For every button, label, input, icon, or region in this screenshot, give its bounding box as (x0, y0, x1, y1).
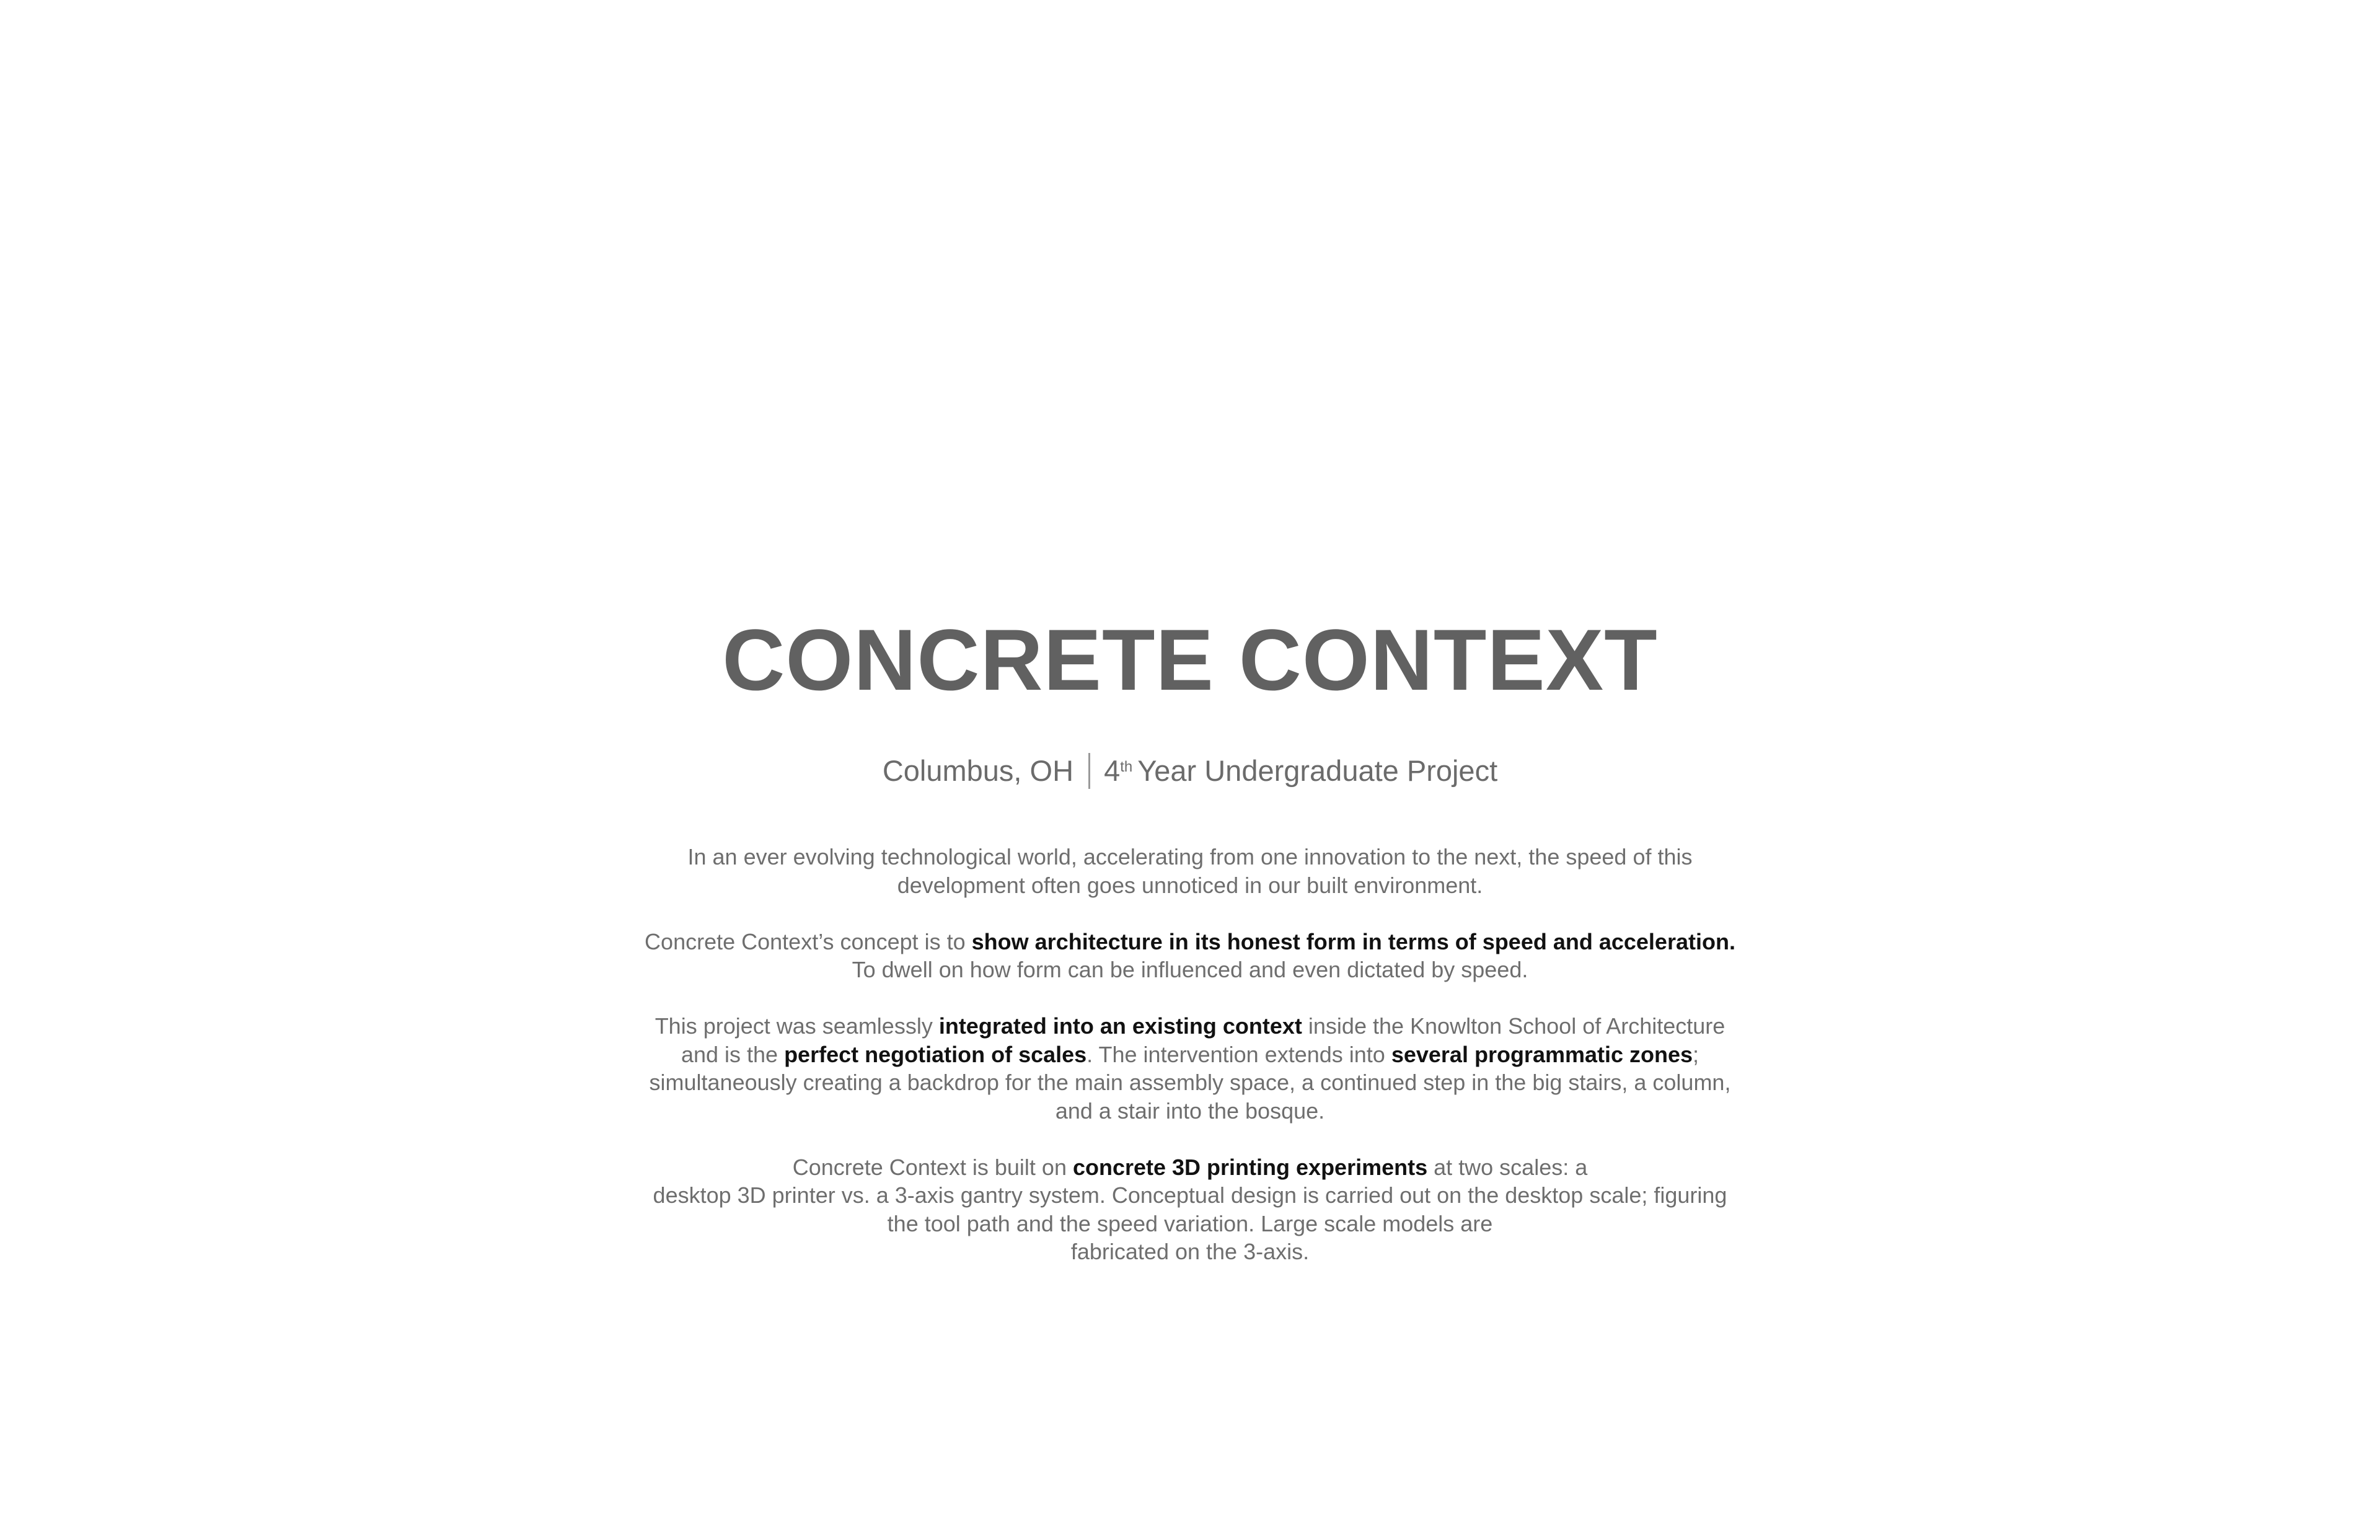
subtitle-divider (1088, 753, 1090, 789)
emphasis-text: integrated into an existing context (938, 1013, 1302, 1039)
emphasis-text: concrete 3D printing experiments (1072, 1154, 1428, 1180)
text-run: and is the (681, 1041, 785, 1067)
text-run: at two scales: a (1427, 1154, 1588, 1180)
emphasis-text: show architecture in its honest form in terms of speed and acceleration. (971, 928, 1735, 954)
text-run: ; (1693, 1041, 1699, 1067)
emphasis-text: perfect negotiation of scales (784, 1041, 1087, 1067)
text-run: Concrete Context is built on (792, 1154, 1073, 1180)
text-run: Concrete Context’s concept is to (645, 928, 972, 954)
description-paragraph-1 (0, 843, 2380, 899)
project-type-text: Year Undergraduate Project (1137, 754, 1498, 787)
text-run: This project was seamlessly (654, 1013, 939, 1039)
text-run: . The intervention extends into (1086, 1041, 1391, 1067)
paragraph-line: In an ever evolving technological world, accelerating from one innovation to the next, the speed of this (687, 844, 1693, 869)
paragraph-line: fabricated on the 3-axis. (1070, 1239, 1310, 1264)
paragraph-line (0, 1153, 2380, 1182)
paragraph-line (0, 1041, 2380, 1069)
year-suffix: th (1120, 759, 1133, 775)
paragraph-line (0, 1012, 2380, 1041)
description-paragraph-3 (0, 1012, 2380, 1125)
emphasis-text: several programmatic zones (1391, 1041, 1693, 1067)
project-title: CONCRETE CONTEXT (722, 611, 1658, 708)
paragraph-line: To dwell on how form can be influenced and even dictated by speed. (852, 957, 1528, 982)
paragraph-line (0, 928, 2380, 956)
paragraph-line: development often goes unnoticed in our built environment. (897, 872, 1483, 898)
location-text: Columbus, OH (882, 754, 1074, 787)
project-description (0, 843, 2380, 1294)
paragraph-line: simultaneously creating a backdrop for the main assembly space, a continued step in the big stairs, a column, (649, 1070, 1731, 1095)
description-paragraph-4 (0, 1153, 2380, 1266)
paragraph-line: desktop 3D printer vs. a 3-axis gantry system. Conceptual design is carried out on the desktop scale; figuring (653, 1182, 1727, 1208)
paragraph-line: and a stair into the bosque. (1055, 1098, 1325, 1124)
project-subtitle (0, 751, 2380, 791)
description-paragraph-2 (0, 928, 2380, 984)
text-run: inside the Knowlton School of Architecture (1302, 1013, 1726, 1039)
year-number: 4 (1104, 754, 1121, 787)
paragraph-line: the tool path and the speed variation. Large scale models are (887, 1210, 1493, 1236)
